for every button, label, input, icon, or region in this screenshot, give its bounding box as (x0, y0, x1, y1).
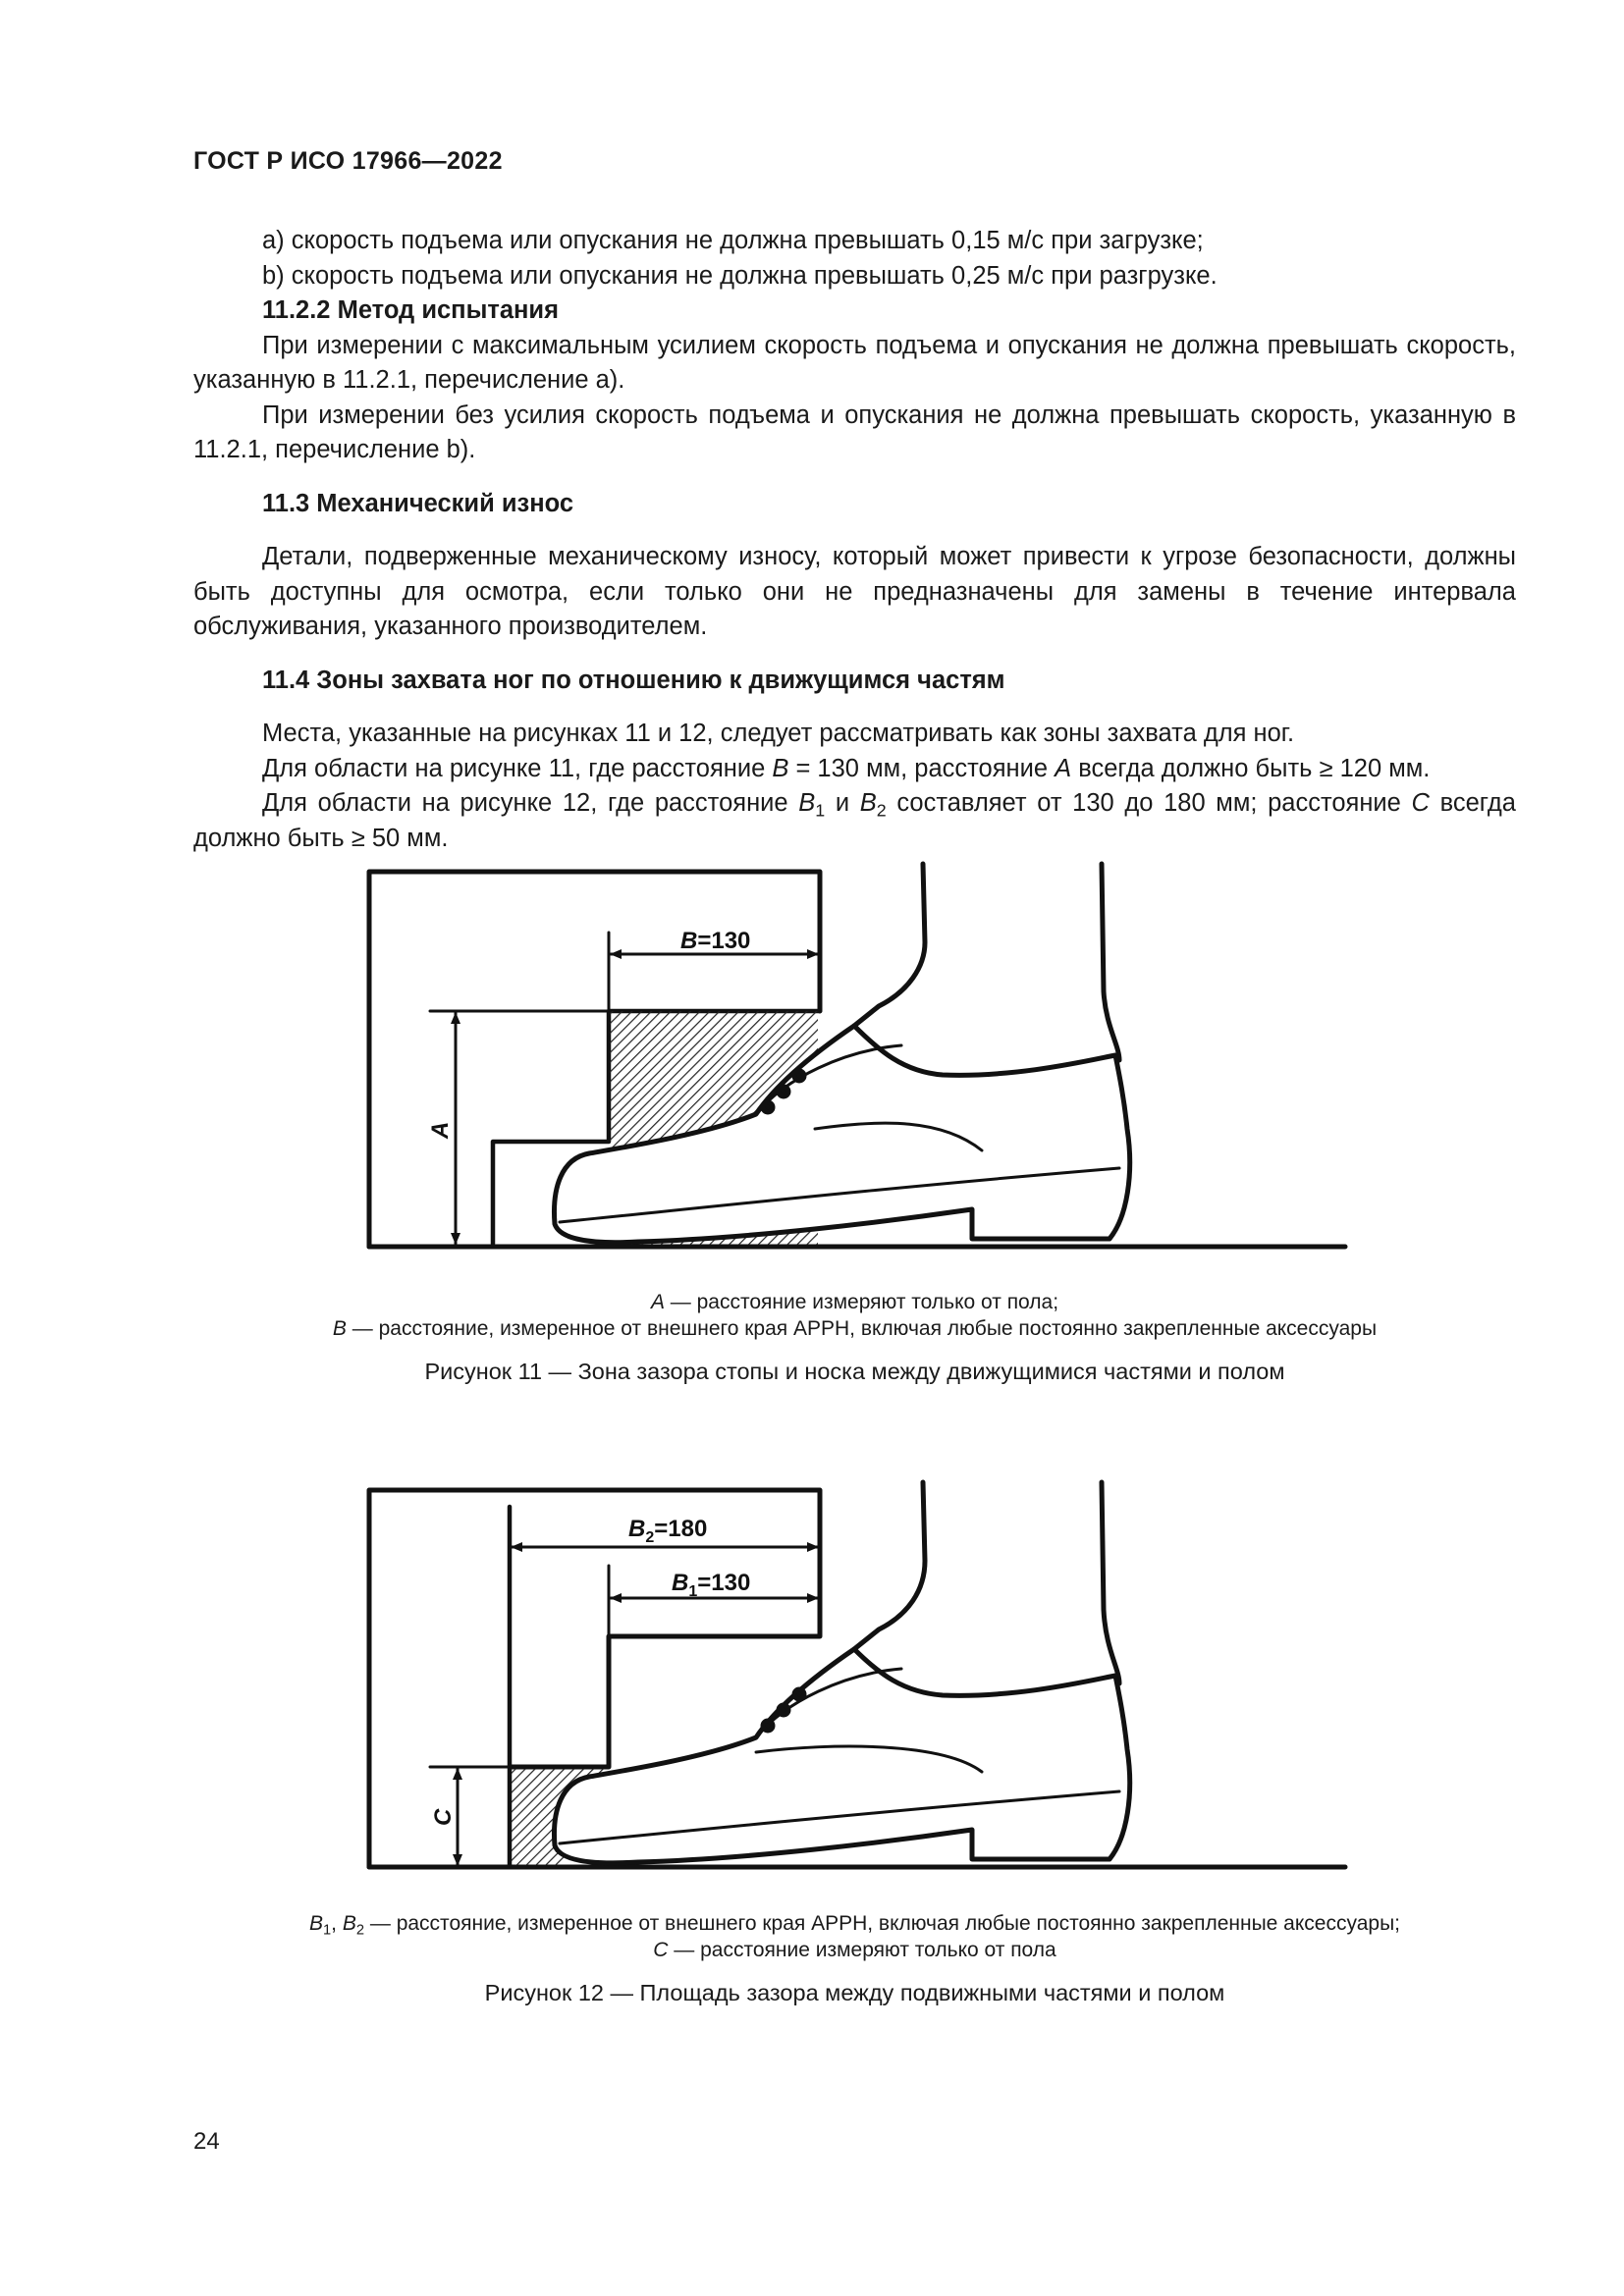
figure11-legend-line1: A — расстояние измеряют только от пола; (650, 1291, 1059, 1313)
figure12-label-b1: $B_1=130$ (672, 1570, 751, 1600)
figure-11 (369, 864, 1345, 1247)
figure12-title: Рисунок 12 — Площадь зазора между подвижными частями и полом (484, 1980, 1225, 2005)
heading-11-2-2: 11.2.2 Метод испытания (262, 296, 559, 324)
list-item-b: b) скорость подъема или опускания не должна превышать 0,25 м/с при разгрузке. (262, 261, 1218, 290)
figure12-label-c: C (430, 1808, 457, 1826)
figure11-legend-line2: B — расстояние, измеренное от внешнего края АРРН, включая любые постоянно закрепленные аксессуары (332, 1317, 1378, 1340)
figure12-legend-line2: C — расстояние измеряют только от пола (653, 1939, 1056, 1961)
figure-12 (369, 1482, 1345, 1867)
figure12-legend (193, 1910, 1516, 1963)
page-number: 24 (193, 2128, 220, 2155)
figure12-legend-line1: $B_1$, $B_2$ — расстояние, измеренное от внешнего края АРРН, включая любые постоянно закрепленные аксессуары; (308, 1912, 1401, 1939)
figure11-legend (193, 1289, 1516, 1342)
paragraph-11-4-3: Для области на рисунке 12, где расстояние $B_1$ и $B_2$ составляет от 130 до 180 мм; расстояние C всегда должно быть ≥ 50 мм. (193, 789, 1516, 852)
heading-11-4: 11.4 Зоны захвата ног по отношению к движущимся частям (262, 666, 1005, 694)
figure12-label-b2: $B_2=180$ (628, 1516, 708, 1546)
heading-11-3: 11.3 Механический износ (262, 489, 574, 517)
list-item-a: a) скорость подъема или опускания не должна превышать 0,15 м/с при загрузке; (262, 227, 1204, 254)
paragraph-11-2-2-1: При измерении с максимальным усилием скорость подъема и опускания не должна превышать скорость, указанную в 11.2.1, перечисление а). (193, 331, 1516, 394)
paragraph-11-4-2: Для области на рисунке 11, где расстояние B = 130 мм, расстояние A всегда должно быть ≥ 120 мм. (262, 754, 1431, 782)
figure11-title: Рисунок 11 — Зона зазора стопы и носка между движущимися частями и полом (424, 1359, 1285, 1384)
paragraph-11-2-2-2: При измерении без усилия скорость подъема и опускания не должна превышать скорость, указанную в 11.2.1, перечисление b). (193, 400, 1516, 463)
figure11-label-b: B=130 (680, 928, 751, 954)
paragraph-11-3: Детали, подверженные механическому износу, который может привести к угрозе безопасности, должны быть доступны для осмотра, если только они не предназначены для замены в течение интервала обслуживания, указанного производителем. (193, 543, 1516, 640)
figure11-label-a: A (427, 1121, 454, 1139)
document-header: ГОСТ Р ИСО 17966—2022 (193, 147, 503, 175)
paragraph-11-4-1: Места, указанные на рисунках 11 и 12, следует рассматривать как зоны захвата для ног. (262, 720, 1295, 747)
